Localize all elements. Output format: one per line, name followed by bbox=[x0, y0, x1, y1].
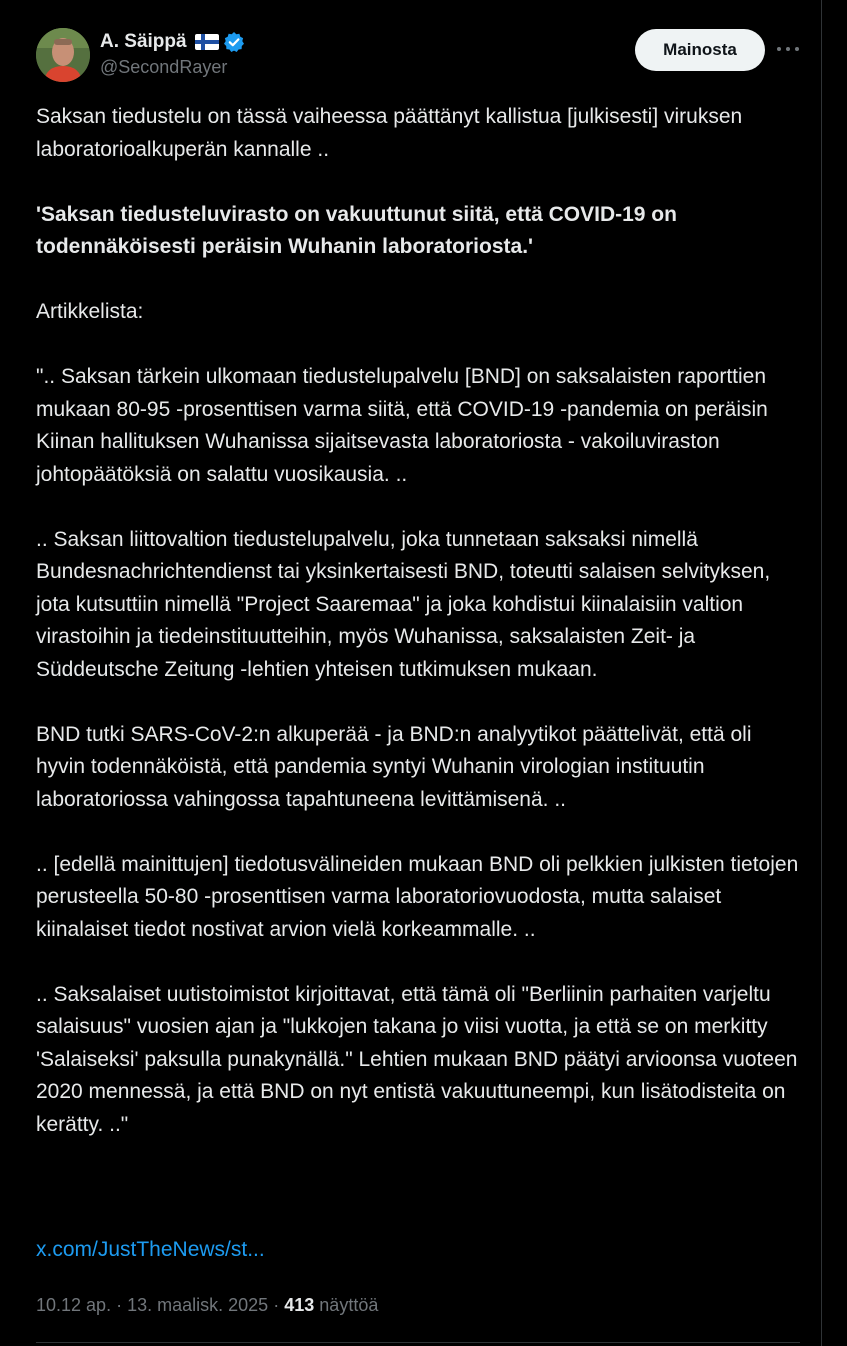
finland-flag-icon bbox=[195, 34, 219, 50]
tweet-text bbox=[36, 101, 806, 1141]
meta-separator: · bbox=[116, 1295, 123, 1315]
tweet-paragraph: Artikkelista: bbox=[36, 300, 144, 323]
tweet-paragraph: BND tutki SARS-CoV-2:n alkuperää - ja BND:n analyytikot päättelivät, että oli hyvin todennäköistä, että pandemia syntyi Wuhanin virologian instituutin laboratoriossa vahingossa tapahtuneena levittämisenä. .. bbox=[36, 722, 752, 811]
verified-badge-icon[interactable] bbox=[223, 31, 245, 53]
tweet-date[interactable]: 13. maalisk. 2025 bbox=[127, 1295, 269, 1315]
tweet-meta bbox=[36, 1295, 378, 1316]
tweet-link[interactable]: x.com/JustTheNews/st... bbox=[36, 1238, 265, 1261]
avatar[interactable] bbox=[36, 28, 90, 82]
tweet-paragraph: .. [edellä mainittujen] tiedotusvälineiden mukaan BND oli pelkkien julkisten tietojen perusteella 50-80 -prosenttisen varma laboratoriovuodosta, mutta salaiset kiinalaiset tiedot nostivat arvion vielä korkeammalle. .. bbox=[36, 852, 799, 941]
divider bbox=[36, 1342, 800, 1343]
tweet-paragraph: .. Saksan liittovaltion tiedustelupalvelu, joka tunnetaan saksaksi nimellä Bundesnachrichtendienst tai yksinkertaisesti BND, toteutti salaisen selvityksen, jota kutsuttiin nimellä "Project Saaremaa" ja joka kohdistui kiinalaisiin valtion virastoihin ja tiedeinstituutteihin, myös Wuhanissa, saksalaisten Zeit- ja Süddeutsche Zeitung -lehtien yhteisen tutkimuksen mukaan. bbox=[36, 527, 771, 681]
tweet-header bbox=[36, 28, 796, 84]
author-block bbox=[100, 30, 245, 78]
author-name-row bbox=[100, 30, 245, 54]
author-name[interactable]: A. Säippä bbox=[100, 31, 187, 52]
promote-button[interactable]: Mainosta bbox=[635, 29, 765, 71]
views-label: näyttöä bbox=[319, 1295, 379, 1315]
avatar-image bbox=[36, 28, 90, 82]
tweet-paragraph: Saksan tiedustelu on tässä vaiheessa päättänyt kallistua [julkisesti] viruksen laboratorioalkuperän kannalle .. bbox=[36, 105, 743, 161]
tweet-paragraph: .. Saksalaiset uutistoimistot kirjoittavat, että tämä oli "Berliinin parhaiten varjeltu salaisuus" vuosien ajan ja "lukkojen takana jo viisi vuotta, ja että se on merkitty 'Salaiseksi' paksulla punakynällä." Lehtien mukaan BND päätyi arvioonsa vuoteen 2020 mennessä, ja että BND on nyt entistä vakuuttuneempi, kun lisätodisteita on kerätty. .." bbox=[36, 982, 798, 1136]
more-options-icon[interactable] bbox=[776, 39, 800, 59]
tweet-time[interactable]: 10.12 ap. bbox=[36, 1295, 112, 1315]
views-count: 413 bbox=[284, 1295, 315, 1315]
tweet-quote-bold: 'Saksan tiedusteluvirasto on vakuuttunut siitä, että COVID-19 on todennäköisesti peräisin Wuhanin laboratoriosta.' bbox=[36, 202, 677, 258]
meta-separator: · bbox=[273, 1295, 280, 1315]
author-handle[interactable]: @SecondRayer bbox=[100, 57, 228, 77]
tweet-paragraph: ".. Saksan tärkein ulkomaan tiedustelupalvelu [BND] on saksalaisten raporttien mukaan 80-95 -prosenttisen varma siitä, että COVID-19 -pandemia on peräisin Kiinan hallituksen Wuhanissa sijaitsevasta laboratoriosta - vakoiluviraston johtopäätöksiä on salattu vuosikausia. .. bbox=[36, 365, 768, 486]
